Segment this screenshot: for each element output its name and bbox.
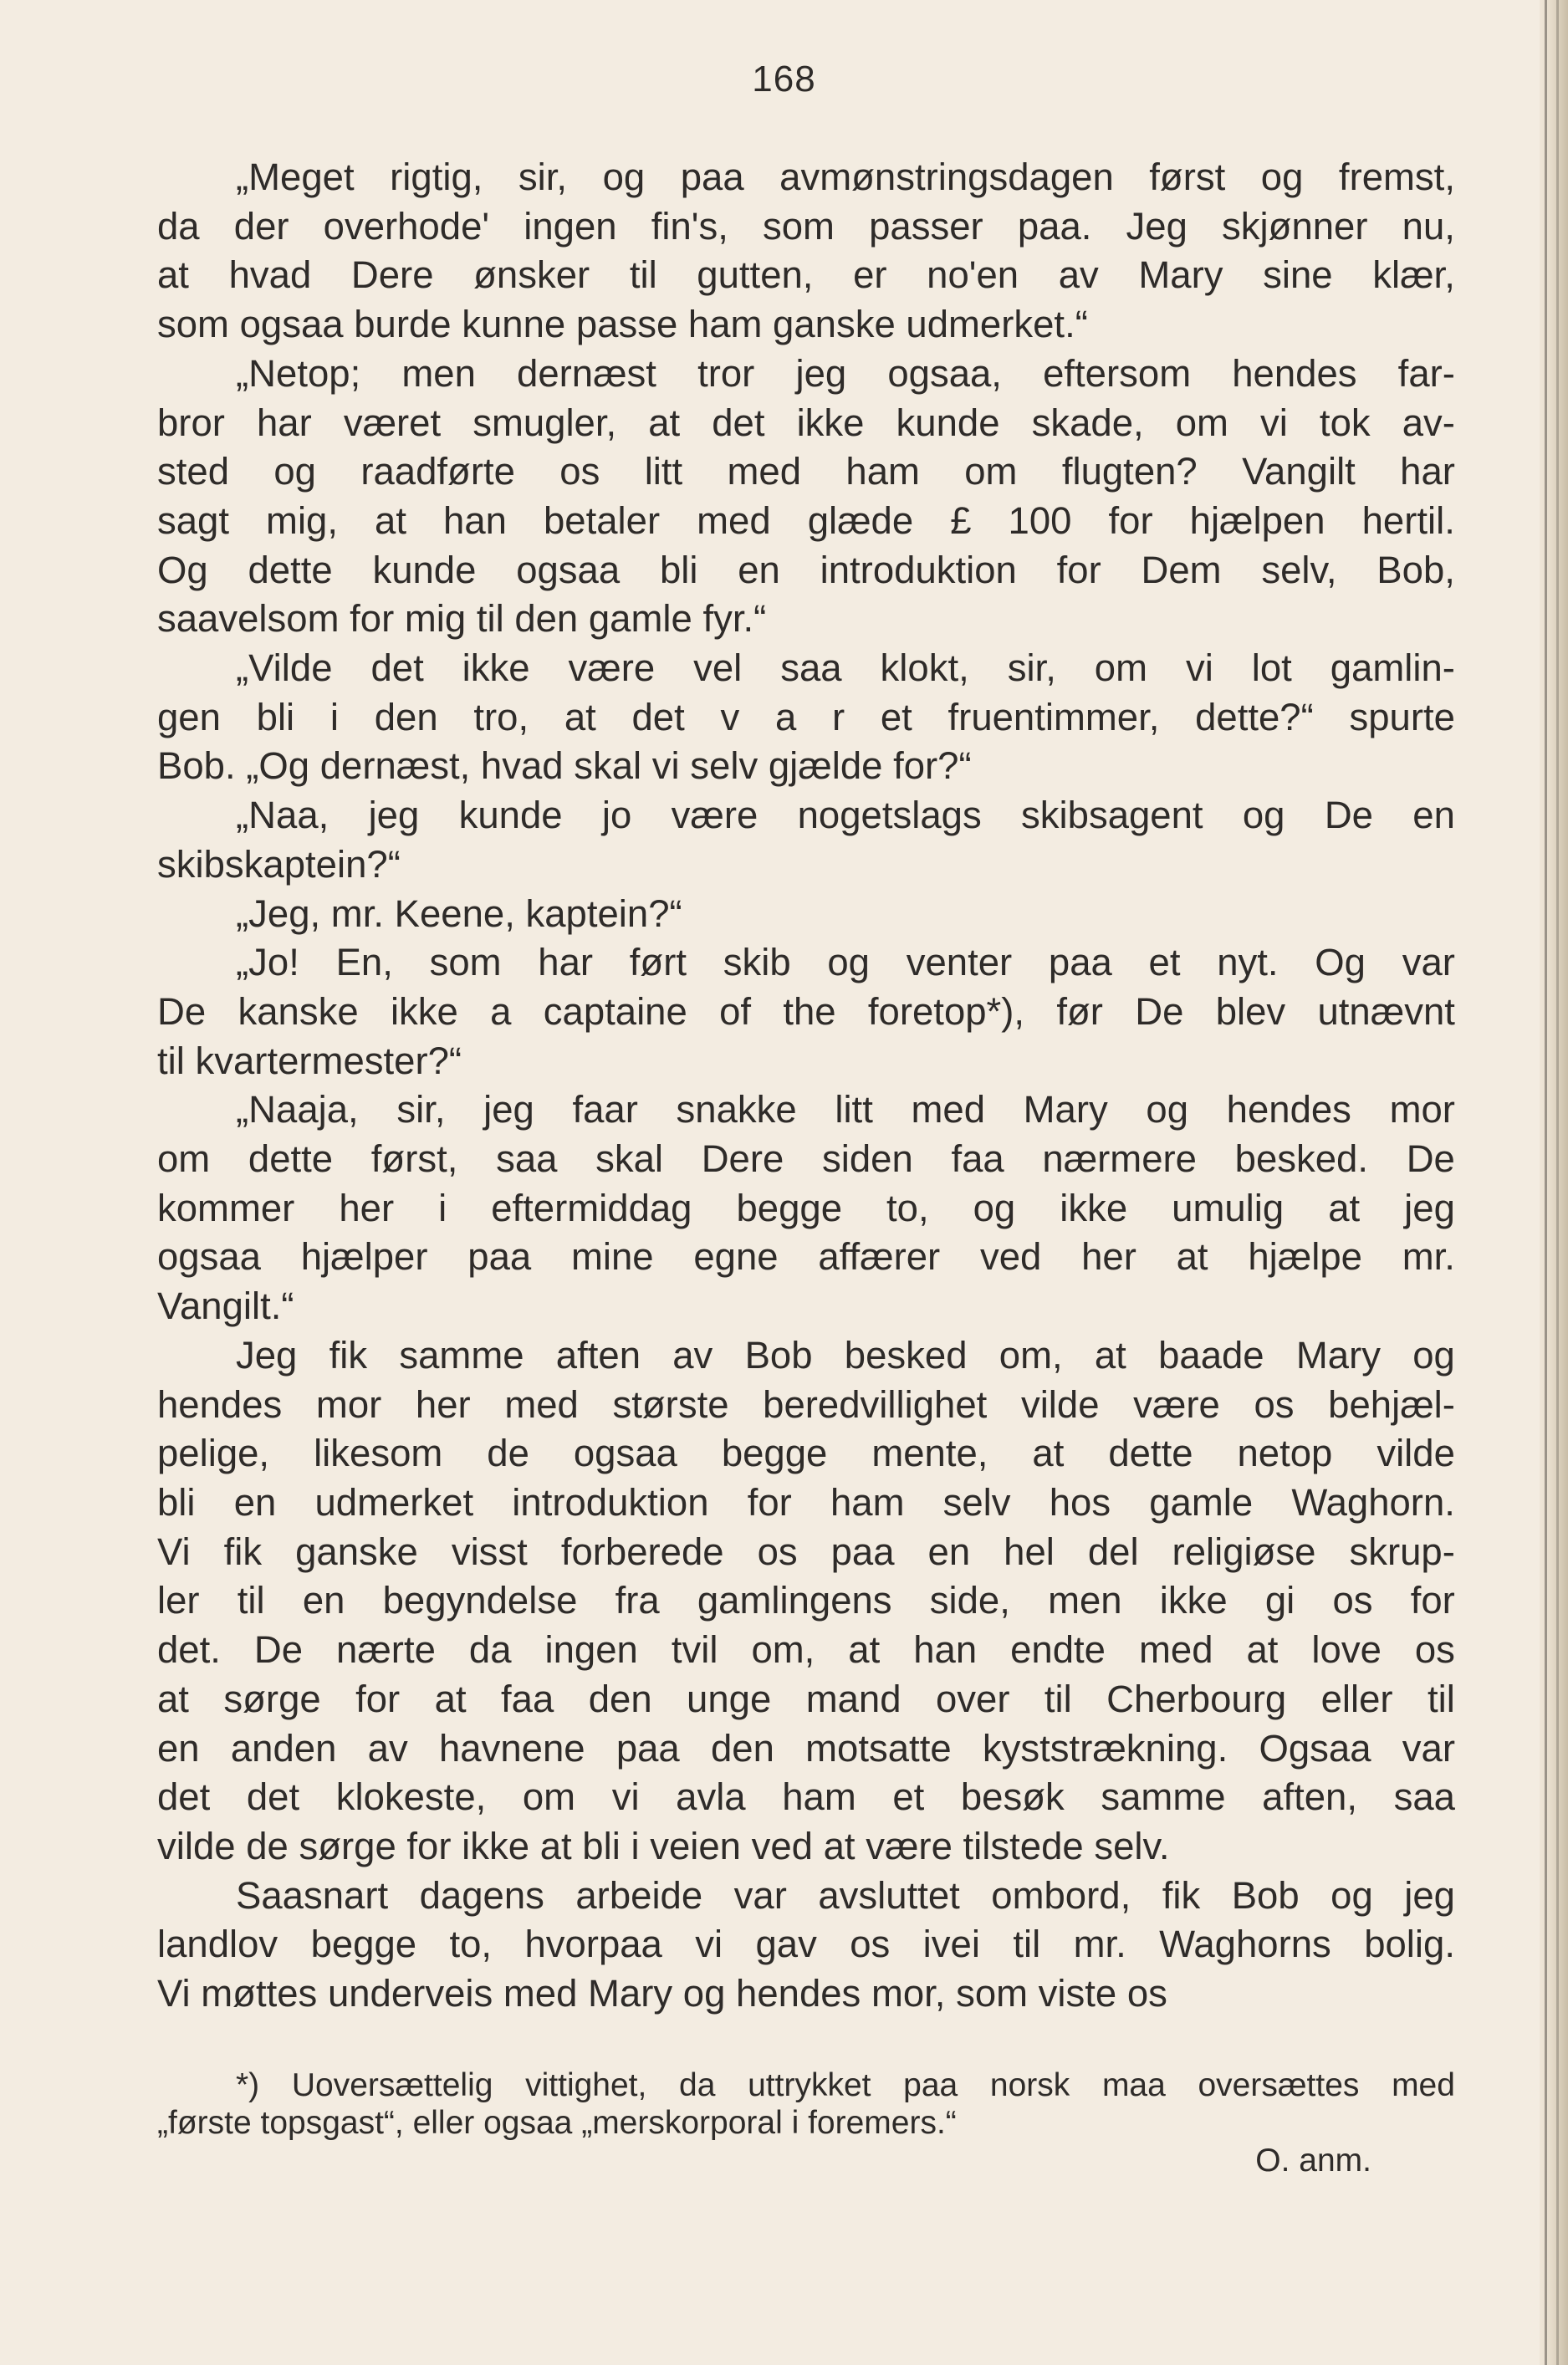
paragraph: [157, 890, 1455, 939]
footnote-line: „første topsgast“, eller ogsaa „merskorporal i foremers.“: [157, 2105, 957, 2141]
text-line: bror har været smugler, at det ikke kunde skade, om vi tok av-: [157, 401, 1455, 444]
paragraph: [157, 644, 1455, 791]
text-line: „Naaja, sir, jeg faar snakke litt med Mary og hendes mor: [236, 1088, 1455, 1131]
text-line: en anden av havnene paa den motsatte kyststrækning. Ogsaa var: [157, 1726, 1455, 1770]
text-line: De kanske ikke a captaine of the foretop*), før De blev utnævnt: [157, 989, 1455, 1033]
text-line: Vangilt.“: [157, 1285, 294, 1328]
text-line: det det klokeste, om vi avla ham et besøk samme aften, saa: [157, 1775, 1455, 1819]
text-line: at sørge for at faa den unge mand over til Cherbourg eller til: [157, 1677, 1455, 1720]
body-text: [157, 153, 1455, 2019]
text-line: „Netop; men dernæst tror jeg ogsaa, eftersom hendes far-: [236, 351, 1455, 395]
text-line: saavelsom for mig til den gamle fyr.“: [157, 597, 767, 641]
text-line: „Jeg, mr. Keene, kaptein?“: [236, 891, 682, 935]
text-line: landlov begge to, hvorpaa vi gav os ivei til mr. Waghorns bolig.: [157, 1923, 1455, 1966]
text-line: bli en udmerket introduktion for ham selv hos gamle Waghorn.: [157, 1480, 1455, 1524]
footnote: [157, 2066, 1455, 2179]
footnote-signature: O. anm.: [1255, 2143, 1371, 2179]
text-line: Bob. „Og dernæst, hvad skal vi selv gjælde for?“: [157, 744, 972, 788]
text-line: kommer her i eftermiddag begge to, og ikke umulig at jeg: [157, 1186, 1455, 1229]
text-line: „Naa, jeg kunde jo være nogetslags skibsagent og De en: [236, 794, 1455, 837]
paragraph: [157, 1872, 1455, 2019]
text-line: Jeg fik samme aften av Bob besked om, at baade Mary og: [236, 1333, 1455, 1377]
footnote-line: *) Uoversættelig vittighet, da uttrykket paa norsk maa oversættes med: [236, 2067, 1455, 2103]
text-line: til kvartermester?“: [157, 1039, 462, 1082]
paragraph: [157, 153, 1455, 350]
page-edge: [1540, 0, 1568, 2365]
text-line: Og dette kunde ogsaa bli en introduktion for Dem selv, Bob,: [157, 548, 1455, 591]
text-line: skibskaptein?“: [157, 842, 401, 886]
paragraph: [157, 938, 1455, 1085]
text-line: vilde de sørge for ikke at bli i veien ved at være tilstede selv.: [157, 1824, 1170, 1867]
paragraph: [157, 350, 1455, 644]
page-number: 168: [752, 59, 816, 100]
text-line: som ogsaa burde kunne passe ham ganske udmerket.“: [157, 303, 1088, 346]
text-line: „Meget rigtig, sir, og paa avmønstringsdagen først og fremst,: [236, 156, 1455, 198]
page-edge-line: [1545, 0, 1547, 2365]
text-line: hendes mor her med største beredvillighet vilde være os behjæl-: [157, 1382, 1455, 1426]
page-edge-line: [1556, 0, 1559, 2365]
text-line: Vi møttes underveis med Mary og hendes mor, som viste os: [157, 1972, 1167, 2015]
text-line: gen bli i den tro, at det v a r et fruentimmer, dette?“ spurte: [157, 695, 1455, 738]
paragraph: [157, 1331, 1455, 1872]
text-line: ogsaa hjælper paa mine egne affærer ved her at hjælpe mr.: [157, 1235, 1455, 1279]
text-line: at hvad Dere ønsker til gutten, er no'en av Mary sine klær,: [157, 253, 1455, 297]
paragraph: [157, 791, 1455, 889]
text-line: da der overhode' ingen fin's, som passer paa. Jeg skjønner nu,: [157, 204, 1455, 248]
paragraph: [157, 1085, 1455, 1331]
text-line: „Jo! En, som har ført skib og venter paa et nyt. Og var: [236, 941, 1455, 984]
text-line: pelige, likesom de ogsaa begge mente, at dette netop vilde: [157, 1432, 1455, 1475]
text-line: Saasnart dagens arbeide var avsluttet ombord, fik Bob og jeg: [236, 1873, 1455, 1917]
text-line: om dette først, saa skal Dere siden faa nærmere besked. De: [157, 1137, 1455, 1181]
text-line: det. De nærte da ingen tvil om, at han endte med at love os: [157, 1628, 1455, 1672]
text-line: sagt mig, at han betaler med glæde £ 100 for hjælpen hertil.: [157, 498, 1455, 542]
text-line: Vi fik ganske visst forberede os paa en hel del religiøse skrup-: [157, 1530, 1455, 1573]
text-line: „Vilde det ikke være vel saa klokt, sir, om vi lot gamlin-: [236, 646, 1455, 690]
text-line: sted og raadførte os litt med ham om flugten? Vangilt har: [157, 450, 1455, 493]
text-line: ler til en begyndelse fra gamlingens side, men ikke gi os for: [157, 1579, 1455, 1622]
